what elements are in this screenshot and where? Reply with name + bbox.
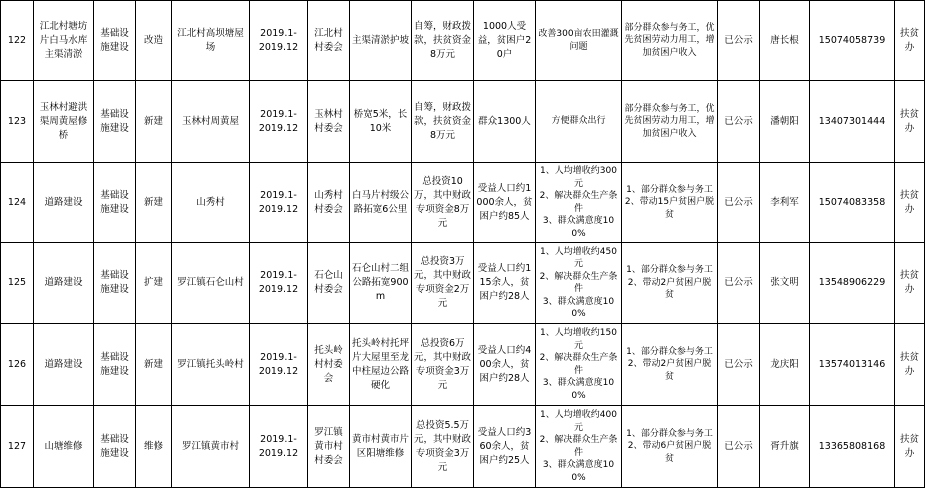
project-type-cell: 基础设施建设 xyxy=(94,243,136,324)
project-location-cell: 罗江镇黄市村 xyxy=(172,406,250,488)
table-row xyxy=(1,243,925,324)
construction-content-cell: 黄市村黄市片区阳塘维修 xyxy=(350,406,412,488)
funding-source-cell: 总投资3万元，其中财政专项资金2万元 xyxy=(412,243,474,324)
contact-person-cell: 龙庆阳 xyxy=(760,324,810,406)
contact-phone-cell: 13407301444 xyxy=(810,81,895,163)
construction-content-cell: 石仑山村二组公路拓宽900m xyxy=(350,243,412,324)
project-type-cell: 基础设施建设 xyxy=(94,406,136,488)
funding-source-cell: 总投资6万元，其中财政专项资金3万元 xyxy=(412,324,474,406)
construction-content-cell: 主渠清淤护坡 xyxy=(350,1,412,81)
row-number-cell: 125 xyxy=(1,243,34,324)
project-name-cell: 玉林村避洪渠周黄屋修桥 xyxy=(34,81,94,163)
benefit-mechanism-cell: 1、部分群众参与务工 2、带动6户贫困户脱贫 xyxy=(622,406,718,488)
row-number-cell: 122 xyxy=(1,1,34,81)
beneficiaries-cell: 受益人口约400余人，贫困户约28人 xyxy=(474,324,536,406)
benefit-mechanism-cell: 1、部分群众参与务工 2、带动2户贫困户脱贫 xyxy=(622,243,718,324)
responsible-office-cell: 扶贫办 xyxy=(895,324,925,406)
project-name-cell: 江北村塘坊片白马水库主渠清淤 xyxy=(34,1,94,81)
funding-source-cell: 总投资5.5万元，其中财政专项资金3万元 xyxy=(412,406,474,488)
project-name-cell: 山塘维修 xyxy=(34,406,94,488)
contact-person-cell: 李利军 xyxy=(760,163,810,243)
project-name-cell: 道路建设 xyxy=(34,163,94,243)
project-type-cell: 基础设施建设 xyxy=(94,324,136,406)
performance-target-cell: 1、人均增收约400元 2、解决群众生产条件 3、群众满意度100% xyxy=(536,406,622,488)
table-row xyxy=(1,324,925,406)
responsible-unit-cell: 石仑山村委会 xyxy=(308,243,350,324)
funding-source-cell: 自筹，财政拨款，扶贫资金8万元 xyxy=(412,1,474,81)
responsible-office-cell: 扶贫办 xyxy=(895,81,925,163)
performance-target-cell: 改善300亩农田灌溉问题 xyxy=(536,1,622,81)
responsible-office-cell: 扶贫办 xyxy=(895,243,925,324)
funding-source-cell: 自筹，财政拨款，扶贫资金8万元 xyxy=(412,81,474,163)
benefit-mechanism-cell: 部分群众参与务工，优先贫困劳动力用工，增加贫困户收入 xyxy=(622,81,718,163)
construction-period-cell: 2019.1- 2019.12 xyxy=(250,243,308,324)
contact-phone-cell: 15074083358 xyxy=(810,163,895,243)
project-type-cell: 基础设施建设 xyxy=(94,81,136,163)
construction-nature-cell: 新建 xyxy=(136,324,172,406)
construction-period-cell: 2019.1- 2019.12 xyxy=(250,1,308,81)
benefit-mechanism-cell: 部分群众参与务工，优先贫困劳动力用工，增加贫困户收入 xyxy=(622,1,718,81)
project-location-cell: 山秀村 xyxy=(172,163,250,243)
contact-phone-cell: 13574013146 xyxy=(810,324,895,406)
publicity-status-cell: 已公示 xyxy=(718,81,760,163)
contact-phone-cell: 13365808168 xyxy=(810,406,895,488)
project-location-cell: 玉林村周黄屋 xyxy=(172,81,250,163)
publicity-status-cell: 已公示 xyxy=(718,324,760,406)
row-number-cell: 124 xyxy=(1,163,34,243)
project-name-cell: 道路建设 xyxy=(34,324,94,406)
performance-target-cell: 方便群众出行 xyxy=(536,81,622,163)
publicity-status-cell: 已公示 xyxy=(718,1,760,81)
contact-person-cell: 唐长根 xyxy=(760,1,810,81)
contact-person-cell: 胥升旗 xyxy=(760,406,810,488)
beneficiaries-cell: 受益人口约115余人，贫困户约28人 xyxy=(474,243,536,324)
row-number-cell: 126 xyxy=(1,324,34,406)
project-type-cell: 基础设施建设 xyxy=(94,1,136,81)
funding-source-cell: 总投资10万，其中财政专项资金8万元 xyxy=(412,163,474,243)
project-type-cell: 基础设施建设 xyxy=(94,163,136,243)
benefit-mechanism-cell: 1、部分群众参与务工 2、带动2户贫困户脱贫 xyxy=(622,324,718,406)
project-location-cell: 江北村高坝塘屋场 xyxy=(172,1,250,81)
responsible-office-cell: 扶贫办 xyxy=(895,406,925,488)
construction-nature-cell: 新建 xyxy=(136,81,172,163)
beneficiaries-cell: 受益人口约360余人，贫困户约25人 xyxy=(474,406,536,488)
row-number-cell: 127 xyxy=(1,406,34,488)
construction-period-cell: 2019.1- 2019.12 xyxy=(250,163,308,243)
performance-target-cell: 1、人均增收约300元 2、解决群众生产条件 3、群众满意度100% xyxy=(536,163,622,243)
construction-nature-cell: 新建 xyxy=(136,163,172,243)
beneficiaries-cell: 受益人口约1000余人，贫困户约85人 xyxy=(474,163,536,243)
performance-target-cell: 1、人均增收约450元 2、解决群众生产条件 3、群众满意度100% xyxy=(536,243,622,324)
row-number-cell: 123 xyxy=(1,81,34,163)
publicity-status-cell: 已公示 xyxy=(718,163,760,243)
contact-phone-cell: 15074058739 xyxy=(810,1,895,81)
construction-content-cell: 托头岭村托坪片大屋里至龙中柱屋边公路硬化 xyxy=(350,324,412,406)
responsible-unit-cell: 罗江镇黄市村村委会 xyxy=(308,406,350,488)
responsible-unit-cell: 山秀村村委会 xyxy=(308,163,350,243)
responsible-unit-cell: 玉林村村委会 xyxy=(308,81,350,163)
construction-period-cell: 2019.1- 2019.12 xyxy=(250,406,308,488)
table-row xyxy=(1,81,925,163)
construction-period-cell: 2019.1- 2019.12 xyxy=(250,324,308,406)
project-location-cell: 罗江镇石仑山村 xyxy=(172,243,250,324)
construction-nature-cell: 扩建 xyxy=(136,243,172,324)
responsible-unit-cell: 托头岭村村委会 xyxy=(308,324,350,406)
beneficiaries-cell: 1000人受益，贫困户20户 xyxy=(474,1,536,81)
publicity-status-cell: 已公示 xyxy=(718,406,760,488)
project-name-cell: 道路建设 xyxy=(34,243,94,324)
beneficiaries-cell: 群众1300人 xyxy=(474,81,536,163)
project-location-cell: 罗江镇托头岭村 xyxy=(172,324,250,406)
contact-person-cell: 张文明 xyxy=(760,243,810,324)
construction-period-cell: 2019.1- 2019.12 xyxy=(250,81,308,163)
contact-phone-cell: 13548906229 xyxy=(810,243,895,324)
contact-person-cell: 潘朝阳 xyxy=(760,81,810,163)
construction-nature-cell: 改造 xyxy=(136,1,172,81)
performance-target-cell: 1、人均增收约150元 2、解决群众生产条件 3、群众满意度100% xyxy=(536,324,622,406)
table-row xyxy=(1,406,925,488)
construction-content-cell: 桥宽5米，长10米 xyxy=(350,81,412,163)
publicity-status-cell: 已公示 xyxy=(718,243,760,324)
construction-nature-cell: 维修 xyxy=(136,406,172,488)
responsible-office-cell: 扶贫办 xyxy=(895,1,925,81)
table-row xyxy=(1,163,925,243)
responsible-unit-cell: 江北村村委会 xyxy=(308,1,350,81)
construction-content-cell: 白马片村级公路拓宽6公里 xyxy=(350,163,412,243)
responsible-office-cell: 扶贫办 xyxy=(895,163,925,243)
table-row xyxy=(1,1,925,81)
benefit-mechanism-cell: 1、部分群众参与务工 2、带动15户贫困户脱贫 xyxy=(622,163,718,243)
